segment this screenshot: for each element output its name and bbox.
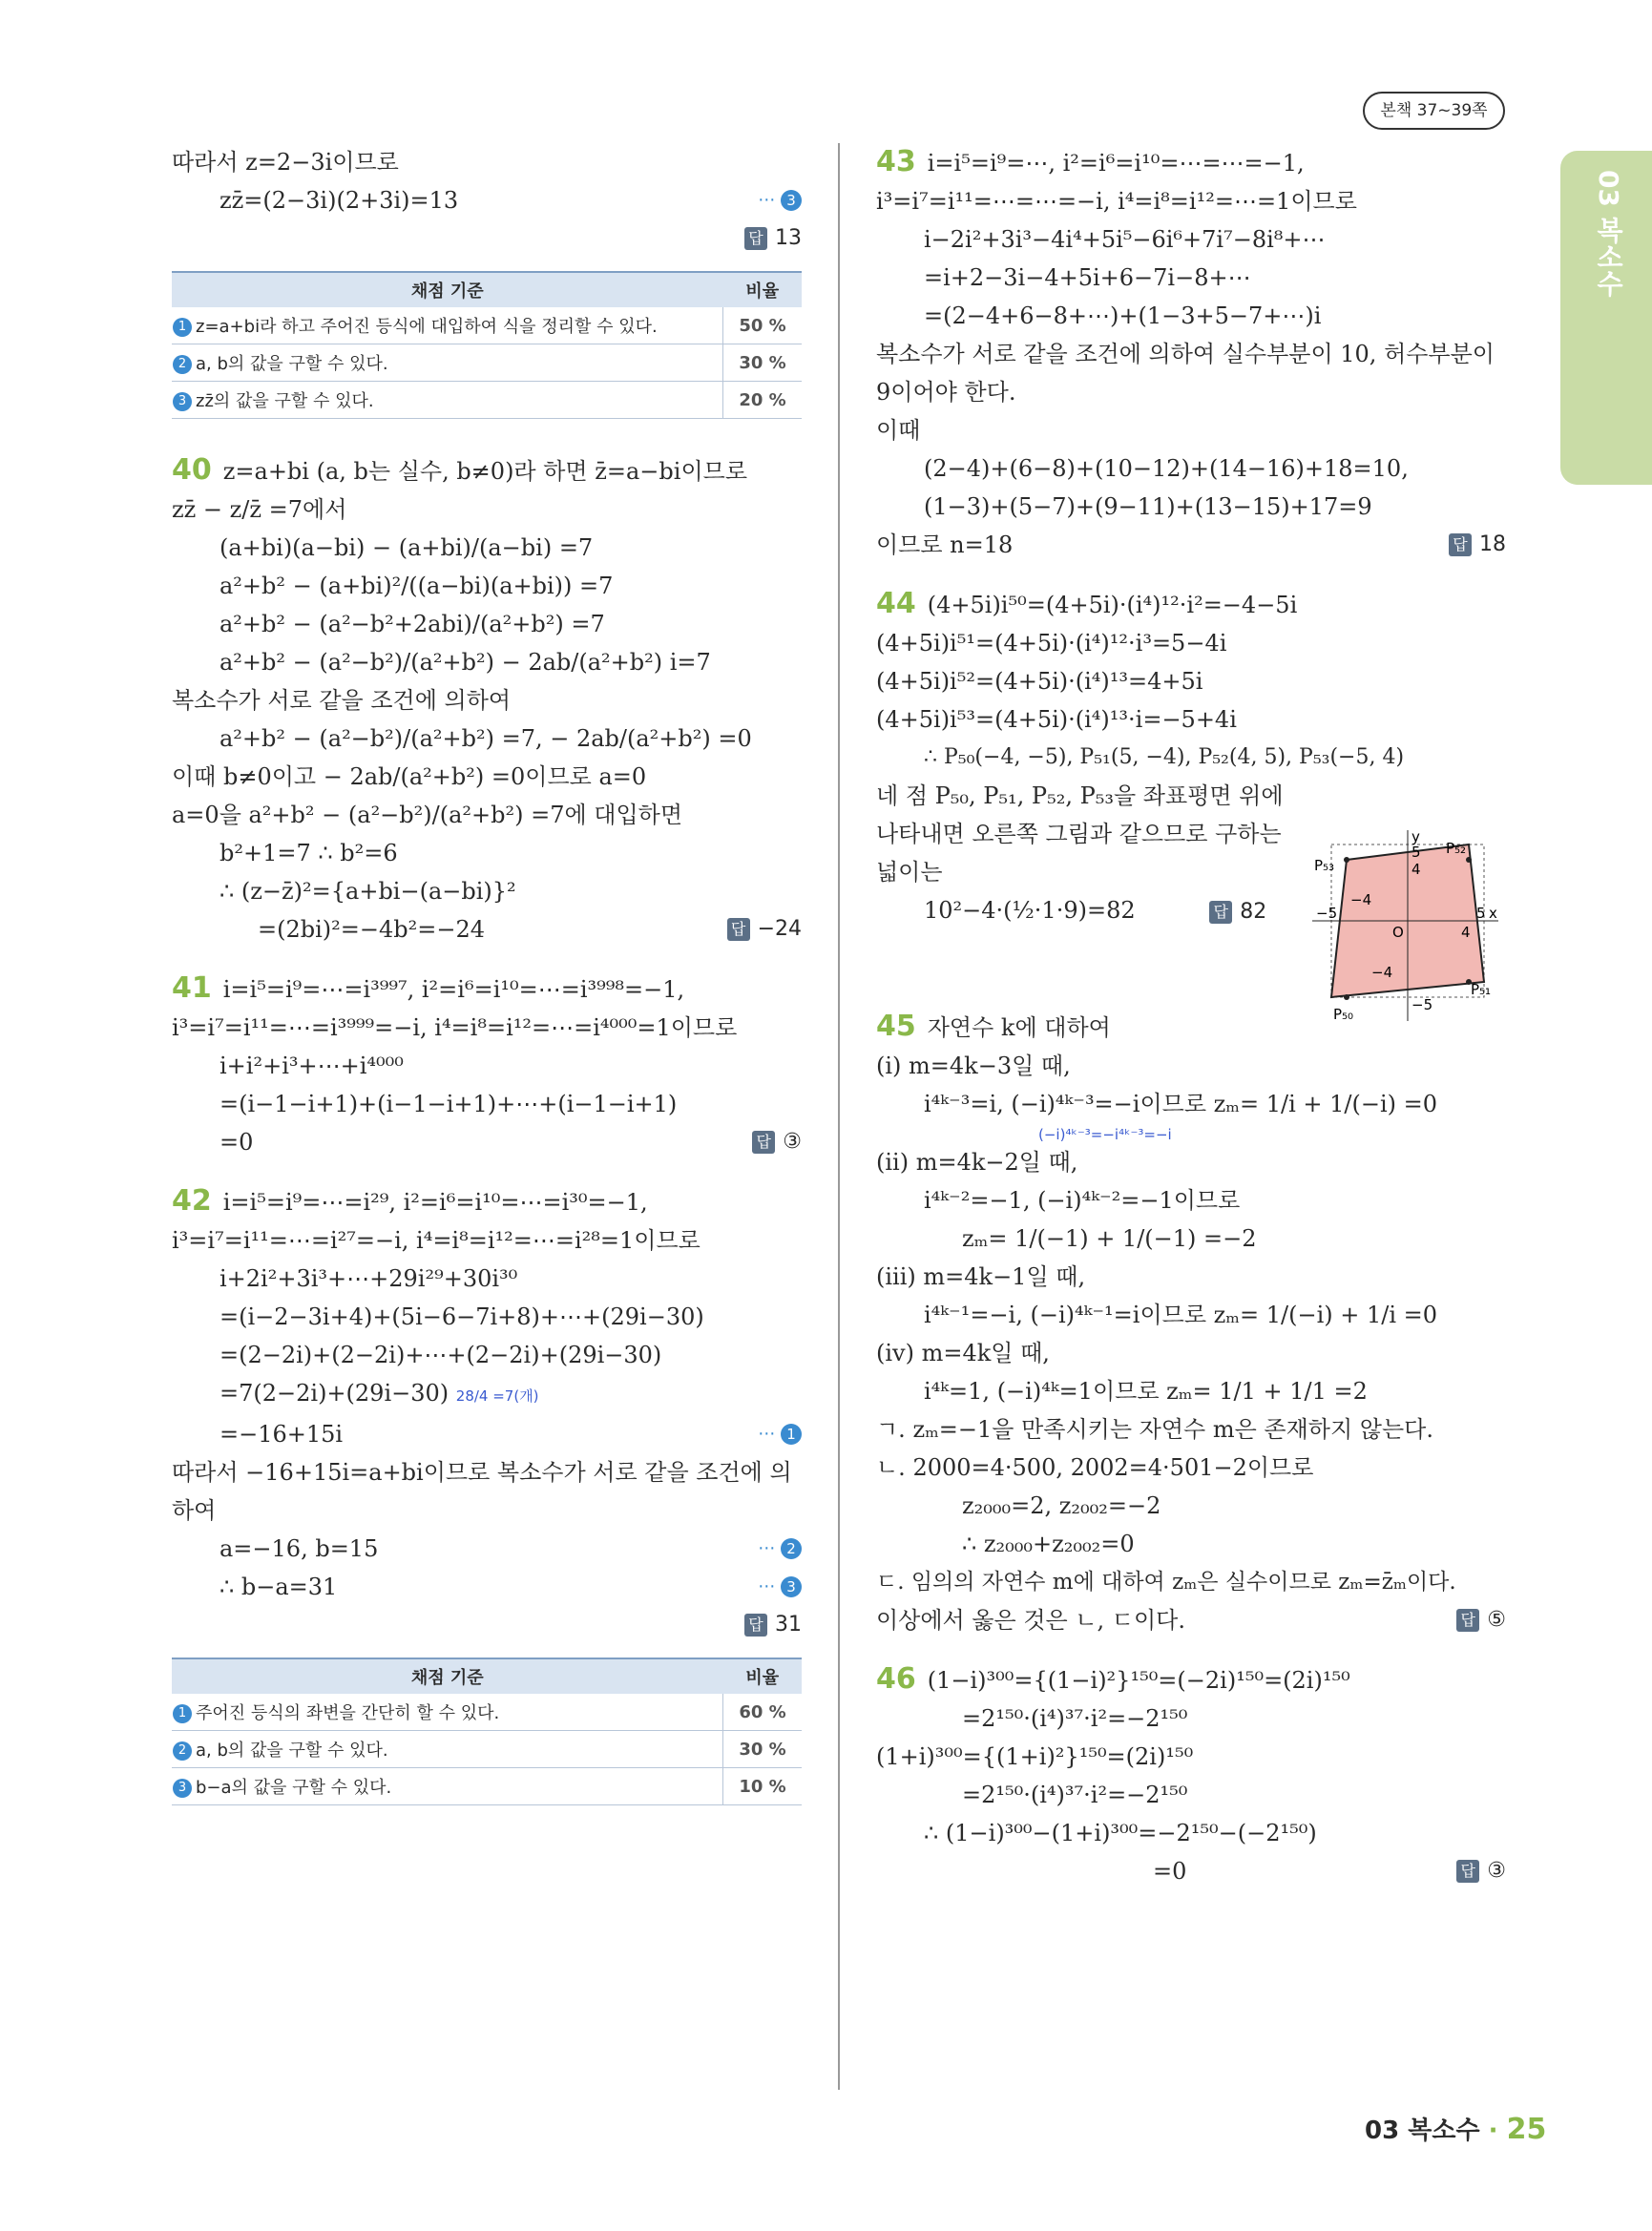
problem-40-line: zz̄ − z/z̄ =7에서 xyxy=(172,496,347,523)
page-footer xyxy=(1365,2111,1546,2146)
coordinate-plane-svg xyxy=(1312,830,1503,1021)
problem-40-line: a²+b² − (a²−b²)/(a²+b²) =7, − 2ab/(a²+b²) =0 xyxy=(220,725,752,752)
problem-40-line: a²+b² − (a+bi)²/((a−bi)(a+bi)) =7 xyxy=(220,573,614,599)
problem-45-line: ∴ z₂₀₀₀+z₂₀₀₂=0 xyxy=(962,1531,1135,1557)
point-p50 xyxy=(1344,994,1349,1000)
problem-43-line: 이때 xyxy=(876,417,921,444)
problem-44-line: 넓이는 xyxy=(876,859,943,886)
problem-43-line: i³=i⁷=i¹¹=⋯=⋯=−i, i⁴=i⁸=i¹²=⋯=1이므로 xyxy=(876,188,1357,215)
problem-45-line: ㄷ. 임의의 자연수 m에 대하여 zₘ은 실수이므로 zₘ=z̄ₘ이다. xyxy=(876,1570,1456,1595)
problem-41-line-text: =0 xyxy=(220,1129,254,1156)
problem-40-line: a=0을 a²+b² − (a²−b²)/(a²+b²) =7에 대입하면 xyxy=(172,802,683,828)
criterion-number-badge: 1 xyxy=(173,1704,192,1723)
answer-icon: 답 xyxy=(744,1614,767,1637)
page-number: 25 xyxy=(1506,2113,1547,2146)
problem-41-line: i+i²+i³+⋯+i⁴⁰⁰⁰ xyxy=(220,1053,404,1079)
answer-43: 답 18 xyxy=(1449,526,1506,564)
label-p53: P₅₃ xyxy=(1314,857,1335,874)
grading-header-criterion: 채점 기준 xyxy=(172,272,723,307)
problem-46-line: ∴ (1−i)³⁰⁰−(1+i)³⁰⁰=−2¹⁵⁰−(−2¹⁵⁰) xyxy=(924,1820,1317,1846)
answer-icon: 답 xyxy=(1456,1609,1479,1632)
problem-40-line: ∴ (z−z̄)²={a+bi−(a−bi)}² xyxy=(220,878,516,905)
problem-number: 45 xyxy=(876,1010,916,1043)
step-number-badge: 1 xyxy=(781,1424,802,1445)
chapter-side-tab xyxy=(1560,151,1652,485)
problem-45-line: (iv) m=4k일 때, xyxy=(876,1340,1050,1366)
grading-row xyxy=(172,307,802,344)
problem-45-line: ㄴ. 2000=4·500, 2002=4·501−2이므로 xyxy=(876,1454,1314,1481)
problem-45-line-1: 45 자연수 k에 대하여 xyxy=(876,1010,1111,1043)
problem-43-line: i−2i²+3i³−4i⁴+5i⁵−6i⁶+7i⁷−8i⁸+⋯ xyxy=(924,226,1326,253)
problem-45-line: zₘ= 1/(−1) + 1/(−1) =−2 xyxy=(962,1225,1257,1252)
grading-criterion: 2 a, b의 값을 구할 수 있다. xyxy=(172,1731,723,1768)
problem-42-line: =7(2−2i)+(29i−30) 28/4 =7(개) xyxy=(220,1380,539,1407)
tick-label: −5 xyxy=(1412,996,1433,1013)
problem-45-line: ㄱ. zₘ=−1을 만족시키는 자연수 m은 존재하지 않는다. xyxy=(876,1416,1433,1443)
grading-criterion: 3 zz̄의 값을 구할 수 있다. xyxy=(172,382,723,419)
problem-42-line: 따라서 −16+15i=a+bi이므로 복소수가 서로 같을 조건에 의 xyxy=(172,1459,792,1486)
point-p52 xyxy=(1466,857,1472,863)
problem-44-line: (4+5i)i⁵¹=(4+5i)·(i⁴)¹²·i³=5−4i xyxy=(876,630,1227,657)
problem-40-line: 이때 b≠0이고 − 2ab/(a²+b²) =0이므로 a=0 xyxy=(172,763,647,790)
chapter-side-tab-label: 03 복소수 xyxy=(1593,170,1624,297)
answer-icon: 답 xyxy=(744,227,767,250)
problem-44-line: 네 점 P₅₀, P₅₁, P₅₂, P₅₃을 좌표평면 위에 xyxy=(876,782,1284,809)
problem-45-line: 이상에서 옳은 것은 ㄴ, ㄷ이다. 답 ⑤ xyxy=(876,1601,1506,1639)
grading-criterion: 3 b−a의 값을 구할 수 있다. xyxy=(172,1768,723,1805)
grading-criterion: 1 주어진 등식의 좌변을 간단히 할 수 있다. xyxy=(172,1694,723,1731)
answer-42: 답 31 xyxy=(172,1606,802,1644)
problem-44-line: ∴ P₅₀(−4, −5), P₅₁(5, −4), P₅₂(4, 5), P₅₃(−5, 4) xyxy=(924,745,1405,769)
problem-40-line xyxy=(172,910,802,949)
problem-45-line: i⁴ᵏ⁻³=i, (−i)⁴ᵏ⁻³=−i이므로 zₘ= 1/i + 1/(−i) =0 xyxy=(924,1091,1438,1117)
problem-43-line: 복소수가 서로 같을 조건에 의하여 실수부분이 10, 허수부분이 xyxy=(876,341,1495,367)
step-number-badge: 3 xyxy=(781,1576,802,1597)
tick-label: 4 xyxy=(1461,924,1471,941)
answer-45: 답 ⑤ xyxy=(1456,1601,1506,1639)
problem-41-line: =(i−1−i+1)+(i−1−i+1)+⋯+(i−1−i+1) xyxy=(220,1091,678,1117)
problem-number: 41 xyxy=(172,971,212,1005)
problem-46-line: =2¹⁵⁰·(i⁴)³⁷·i²=−2¹⁵⁰ xyxy=(962,1705,1188,1732)
grading-criterion: 1 z=a+bi라 하고 주어진 등식에 대입하여 식을 정리할 수 있다. xyxy=(172,307,723,344)
problem-41-line xyxy=(172,1123,802,1161)
problem-number: 40 xyxy=(172,453,212,487)
p39-line-2-text: zz̄=(2−3i)(2+3i)=13 xyxy=(220,187,459,214)
grading-ratio: 30 % xyxy=(723,344,803,382)
count-annotation: 28/4 =7(개) xyxy=(455,1387,539,1405)
label-p52: P₅₂ xyxy=(1446,840,1467,857)
problem-43-line: 9이어야 한다. xyxy=(876,379,1016,406)
problem-42-line: 하여 xyxy=(172,1497,217,1524)
criterion-number-badge: 2 xyxy=(173,1741,192,1761)
problem-42-line: a=−16, b=15 ⋯ 2 xyxy=(172,1530,802,1568)
tick-label: 4 xyxy=(1412,861,1421,878)
answer-40: 답 −24 xyxy=(727,910,802,949)
answer-icon: 답 xyxy=(1456,1860,1479,1883)
problem-45-line: i⁴ᵏ⁻²=−1, (−i)⁴ᵏ⁻²=−1이므로 xyxy=(924,1187,1241,1214)
problem-45-line: (ii) m=4k−2일 때, xyxy=(876,1149,1078,1176)
grading-header-ratio: 비율 xyxy=(723,1658,803,1694)
step-marker: ⋯ 3 xyxy=(758,181,802,219)
problem-46-line: =2¹⁵⁰·(i⁴)³⁷·i²=−2¹⁵⁰ xyxy=(962,1782,1188,1808)
answer-icon: 답 xyxy=(1209,901,1232,924)
y-axis-label: y xyxy=(1412,830,1420,845)
answer-icon: 답 xyxy=(727,918,750,941)
problem-number: 43 xyxy=(876,145,916,178)
problem-46-line: (1+i)³⁰⁰={(1+i)²}¹⁵⁰=(2i)¹⁵⁰ xyxy=(876,1743,1194,1770)
criterion-number-badge: 2 xyxy=(173,355,192,374)
problem-42-line: i+2i²+3i³+⋯+29i²⁹+30i³⁰ xyxy=(220,1265,518,1292)
problem-40-line: a²+b² − (a²−b²+2abi)/(a²+b²) =7 xyxy=(220,611,605,637)
problem-43-line: (1−3)+(5−7)+(9−11)+(13−15)+17=9 xyxy=(924,493,1372,520)
problem-42-line-1: 42 i=i⁵=i⁹=⋯=i²⁹, i²=i⁶=i¹⁰=⋯=i³⁰=−1, xyxy=(172,1184,648,1218)
tick-label: −5 xyxy=(1316,905,1338,922)
problem-43-line: 이므로 n=18 답 18 xyxy=(876,526,1506,564)
step-number-badge: 3 xyxy=(781,190,802,211)
criterion-number-badge: 3 xyxy=(173,1779,192,1798)
grading-ratio: 20 % xyxy=(723,382,803,419)
answer-44: 답 82 xyxy=(1209,900,1266,924)
grading-criterion: 2 a, b의 값을 구할 수 있다. xyxy=(172,344,723,382)
problem-number: 44 xyxy=(876,587,916,620)
answer-icon: 답 xyxy=(752,1131,775,1154)
problem-45-line: i⁴ᵏ=1, (−i)⁴ᵏ=1이므로 zₘ= 1/1 + 1/1 =2 xyxy=(924,1378,1368,1405)
step-marker: ⋯ 2 xyxy=(758,1530,802,1568)
page-reference-badge: 본책 37~39쪽 xyxy=(1363,92,1505,130)
problem-42-line: =(2−2i)+(2−2i)+⋯+(2−2i)+(29i−30) xyxy=(220,1342,662,1368)
grading-row xyxy=(172,1731,802,1768)
answer-46: 답 ③ xyxy=(1456,1852,1506,1890)
column-divider xyxy=(838,143,840,2090)
problem-41-line-1: 41 i=i⁵=i⁹=⋯=i³⁹⁹⁷, i²=i⁶=i¹⁰=⋯=i³⁹⁹⁸=−1, xyxy=(172,971,685,1005)
grading-ratio: 10 % xyxy=(723,1768,803,1805)
problem-40-line: a²+b² − (a²−b²)/(a²+b²) − 2ab/(a²+b²) i=7 xyxy=(220,649,711,676)
problem-42-line: i³=i⁷=i¹¹=⋯=i²⁷=−i, i⁴=i⁸=i¹²=⋯=i²⁸=1이므로 xyxy=(172,1227,701,1254)
grading-row xyxy=(172,344,802,382)
grading-ratio: 30 % xyxy=(723,1731,803,1768)
answer-value: 13 xyxy=(775,226,802,250)
tick-label: 5 xyxy=(1412,844,1421,861)
grading-row xyxy=(172,1694,802,1731)
tick-label: −4 xyxy=(1371,964,1393,981)
step-number-badge: 2 xyxy=(781,1538,802,1559)
footer-separator: · xyxy=(1488,2116,1498,2145)
problem-40-line-text: =(2bi)²=−4b²=−24 xyxy=(258,916,485,943)
problem-44-line: (4+5i)i⁵³=(4+5i)·(i⁴)¹³·i=−5+4i xyxy=(876,706,1237,733)
grading-header-ratio: 비율 xyxy=(723,272,803,307)
problem-44-line-1: 44 (4+5i)i⁵⁰=(4+5i)·(i⁴)¹²·i²=−4−5i xyxy=(876,587,1298,620)
p39-line-2 xyxy=(172,181,802,219)
problem-43-line: =i+2−3i−4+5i+6−7i−8+⋯ xyxy=(924,264,1251,291)
problem-40-line: b²+1=7 ∴ b²=6 xyxy=(220,840,398,866)
problem-40-line: (a+bi)(a−bi) − (a+bi)/(a−bi) =7 xyxy=(220,534,594,561)
problem-number: 42 xyxy=(172,1184,212,1218)
coordinate-figure xyxy=(1312,830,1503,1021)
grading-table-2 xyxy=(172,1658,802,1805)
criterion-number-badge: 1 xyxy=(173,318,192,337)
tick-label: 5 xyxy=(1476,905,1486,922)
footer-chapter: 03 복소수 xyxy=(1365,2116,1480,2145)
problem-44-line: (4+5i)i⁵²=(4+5i)·(i⁴)¹³=4+5i xyxy=(876,668,1203,695)
grading-ratio: 50 % xyxy=(723,307,803,344)
problem-41-line: i³=i⁷=i¹¹=⋯=i³⁹⁹⁹=−i, i⁴=i⁸=i¹²=⋯=i⁴⁰⁰⁰=1이므로 xyxy=(172,1014,738,1041)
problem-46-line: =0 답 ③ xyxy=(876,1852,1506,1890)
problem-46-line-1: 46 (1−i)³⁰⁰={(1−i)²}¹⁵⁰=(−2i)¹⁵⁰=(2i)¹⁵⁰ xyxy=(876,1662,1350,1696)
answer-41: 답 ③ xyxy=(752,1123,802,1161)
problem-40-line-1: 40 z=a+bi (a, b는 실수, b≠0)라 하면 z̄=a−bi이므로 xyxy=(172,453,747,487)
grading-row xyxy=(172,1768,802,1805)
p39-line-1: 따라서 z=2−3i이므로 xyxy=(172,149,399,176)
left-column xyxy=(172,143,802,1817)
tick-label: −4 xyxy=(1350,891,1372,908)
problem-42-line: =−16+15i ⋯ 1 xyxy=(172,1415,802,1453)
problem-40-line: 복소수가 서로 같을 조건에 의하여 xyxy=(172,687,512,714)
grading-row xyxy=(172,382,802,419)
problem-45-line: (i) m=4k−3일 때, xyxy=(876,1053,1071,1079)
problem-44-line: 나타내면 오른쪽 그림과 같으므로 구하는 xyxy=(876,821,1282,847)
step-marker: ⋯ 3 xyxy=(758,1568,802,1606)
grading-header-criterion: 채점 기준 xyxy=(172,1658,723,1694)
grading-ratio: 60 % xyxy=(723,1694,803,1731)
step-marker: ⋯ 1 xyxy=(758,1415,802,1453)
problem-45-line: i⁴ᵏ⁻¹=−i, (−i)⁴ᵏ⁻¹=i이므로 zₘ= 1/(−i) + 1/i =0 xyxy=(924,1302,1438,1328)
problem-number: 46 xyxy=(876,1662,916,1696)
problem-43-line-1: 43 i=i⁵=i⁹=⋯, i²=i⁶=i¹⁰=⋯=⋯=−1, xyxy=(876,145,1305,178)
answer-icon: 답 xyxy=(1449,533,1472,556)
label-p50: P₅₀ xyxy=(1333,1006,1354,1021)
problem-42-line: =(i−2−3i+4)+(5i−6−7i+8)+⋯+(29i−30) xyxy=(220,1303,704,1330)
label-p51: P₅₁ xyxy=(1471,981,1492,998)
problem-45-line: z₂₀₀₀=2, z₂₀₀₂=−2 xyxy=(962,1492,1161,1519)
grading-table-1 xyxy=(172,271,802,419)
identity-annotation: (−i)⁴ᵏ⁻³=−i⁴ᵏ⁻³=−i xyxy=(1038,1126,1172,1143)
problem-43-line: (2−4)+(6−8)+(10−12)+(14−16)+18=10, xyxy=(924,455,1409,482)
problem-43-line: =(2−4+6−8+⋯)+(1−3+5−7+⋯)i xyxy=(924,302,1322,329)
x-axis-label: x xyxy=(1489,905,1497,922)
problem-45-note xyxy=(876,1123,1506,1143)
origin-label: O xyxy=(1392,924,1404,941)
point-p53 xyxy=(1344,857,1349,863)
problem-42-line: ∴ b−a=31 ⋯ 3 xyxy=(172,1568,802,1606)
problem-44-line: 10²−4·(½·1·9)=82 답 82 xyxy=(924,897,1267,924)
criterion-number-badge: 3 xyxy=(173,392,192,411)
answer-39 xyxy=(172,219,802,258)
problem-45-line: (iii) m=4k−1일 때, xyxy=(876,1263,1086,1290)
